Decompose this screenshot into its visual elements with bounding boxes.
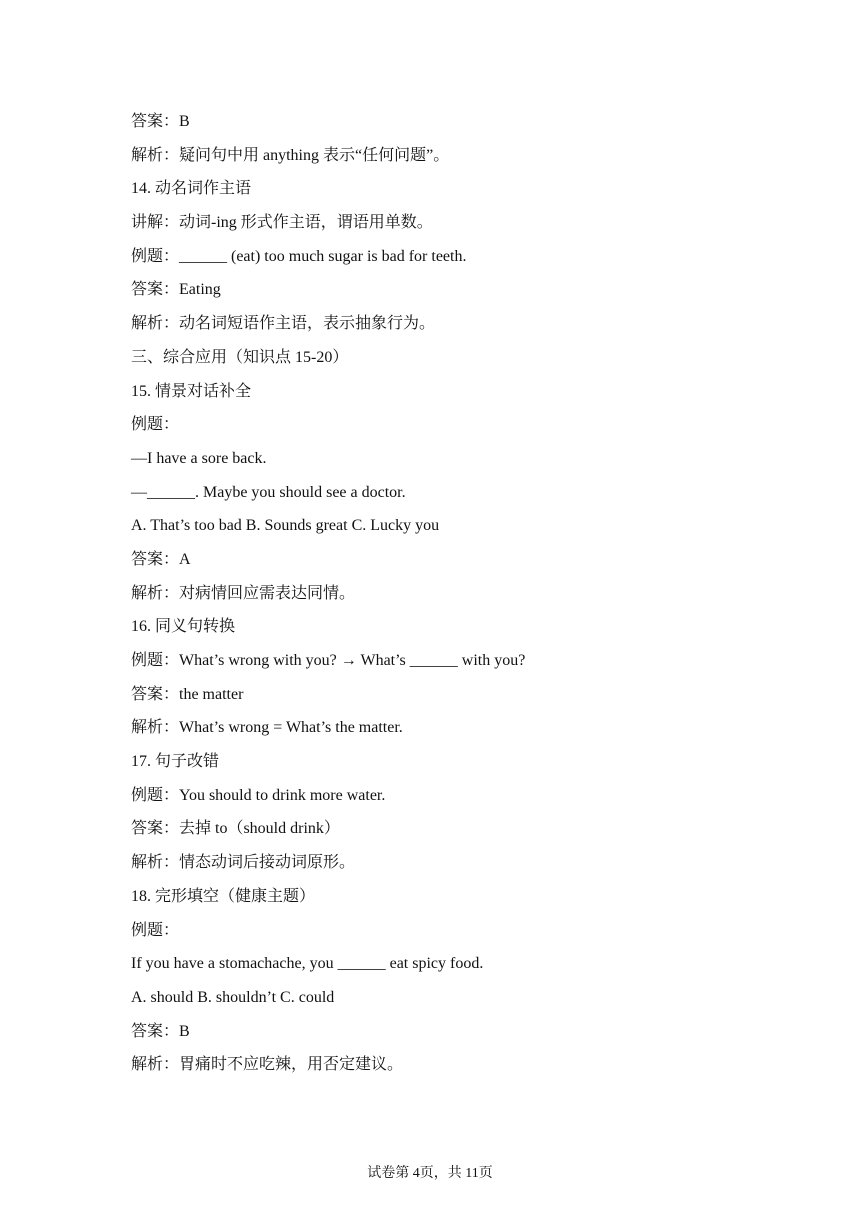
- answer-line: 答案：A: [131, 550, 191, 568]
- answer-line: 答案：去掉 to（should drink）: [131, 820, 340, 838]
- example-line: 例题：You should to drink more water.: [131, 786, 386, 804]
- dialogue-line: —I have a sore back.: [131, 449, 267, 467]
- example-line: 例题：What’s wrong with you? → What’s ______ with you?: [131, 652, 526, 669]
- page-content: [131, 109, 771, 1086]
- example-line: 例题：: [131, 921, 180, 939]
- analysis-line: 解析：疑问句中用 anything 表示“任何问题”。: [131, 146, 450, 164]
- analysis-line: 解析：对病情回应需表达同情。: [131, 584, 356, 602]
- answer-line: 答案：B: [131, 113, 190, 130]
- analysis-line: 解析：动名词短语作主语，表示抽象行为。: [131, 315, 436, 333]
- analysis-line: 解析：胃痛时不应吃辣，用否定建议。: [131, 1056, 404, 1074]
- answer-line: 答案：Eating: [131, 281, 221, 299]
- answer-line: 答案：the matter: [131, 685, 244, 703]
- options-line: A. should B. shouldn’t C. could: [131, 988, 335, 1006]
- dialogue-line: —______. Maybe you should see a doctor.: [131, 483, 406, 501]
- explanation-line: 讲解：动词-ing 形式作主语，谓语用单数。: [131, 214, 433, 232]
- page-footer: 试卷第 4页，共 11页: [367, 1166, 493, 1181]
- example-line: 例题：: [131, 416, 180, 434]
- section-heading: 16. 同义句转换: [131, 618, 236, 636]
- analysis-line: 解析：情态动词后接动词原形。: [131, 854, 356, 872]
- section-heading: 18. 完形填空（健康主题）: [131, 887, 316, 905]
- section-heading: 15. 情景对话补全: [131, 382, 252, 400]
- section-heading: 14. 动名词作主语: [131, 180, 252, 198]
- example-line: 例题：______ (eat) too much sugar is bad for teeth.: [131, 247, 467, 265]
- analysis-line: 解析：What’s wrong = What’s the matter.: [131, 719, 403, 737]
- part-heading: 三、综合应用（知识点 15-20）: [131, 348, 349, 366]
- section-heading: 17. 句子改错: [131, 753, 220, 771]
- options-line: A. That’s too bad B. Sounds great C. Lucky you: [131, 517, 440, 535]
- answer-line: 答案：B: [131, 1022, 190, 1040]
- question-line: If you have a stomachache, you ______ eat spicy food.: [131, 955, 484, 973]
